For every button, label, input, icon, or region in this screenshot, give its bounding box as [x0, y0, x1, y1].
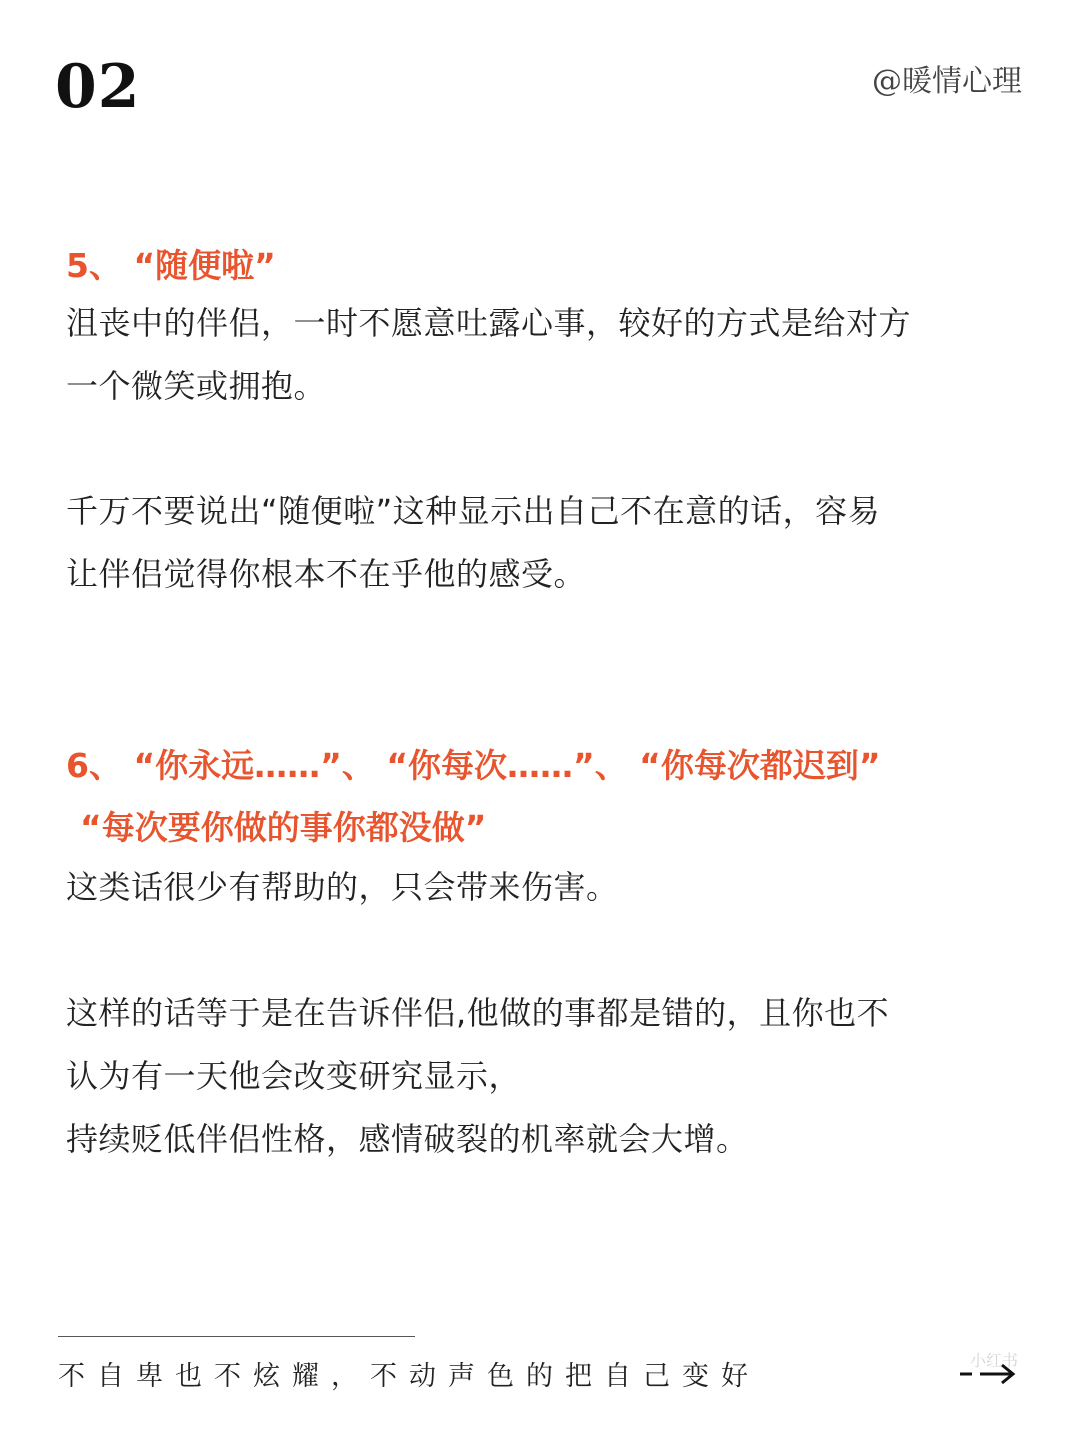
footer-slogan: 不自卑也不炫耀，不动声色的把自己变好 — [58, 1361, 760, 1392]
page-number: 02 — [55, 52, 141, 122]
text-line: 持续贬低伴侣性格，感情破裂的机率就会大增。 — [66, 1120, 749, 1158]
text-line: 这类话很少有帮助的，只会带来伤害。 — [66, 868, 619, 906]
section-5-heading: 5、 “随便啦” — [66, 246, 276, 285]
text-line: 一个微笑或拥抱。 — [66, 367, 327, 405]
section-6-paragraph-2 — [66, 982, 1026, 1171]
section-6-heading-line-2: “每次要你做的事你都没做” — [80, 808, 487, 847]
section-6-heading: 6、 “你永远……”、 “你每次……”、 “你每次都迟到” — [66, 746, 881, 785]
arrow-right-icon[interactable] — [958, 1360, 1018, 1388]
text-line: 这样的话等于是在告诉伴侣,他做的事都是错的，且你也不 — [66, 994, 890, 1032]
text-line: 沮丧中的伴侣，一时不愿意吐露心事，较好的方式是给对方 — [66, 304, 912, 342]
text-line: 认为有一天他会改变研究显示， — [66, 1057, 522, 1095]
section-5-paragraph-1 — [66, 292, 1026, 418]
author-handle: @暖情心理 — [872, 64, 1022, 99]
footer-divider — [58, 1336, 415, 1337]
section-5-paragraph-2 — [66, 480, 1026, 606]
section-6-paragraph-1 — [66, 856, 1026, 919]
watermark-logo: 小红书 — [970, 1351, 1019, 1370]
text-line: 让伴侣觉得你根本不在乎他的感受。 — [66, 555, 587, 593]
text-line: 千万不要说出“随便啦”这种显示出自己不在意的话，容易 — [66, 492, 881, 530]
